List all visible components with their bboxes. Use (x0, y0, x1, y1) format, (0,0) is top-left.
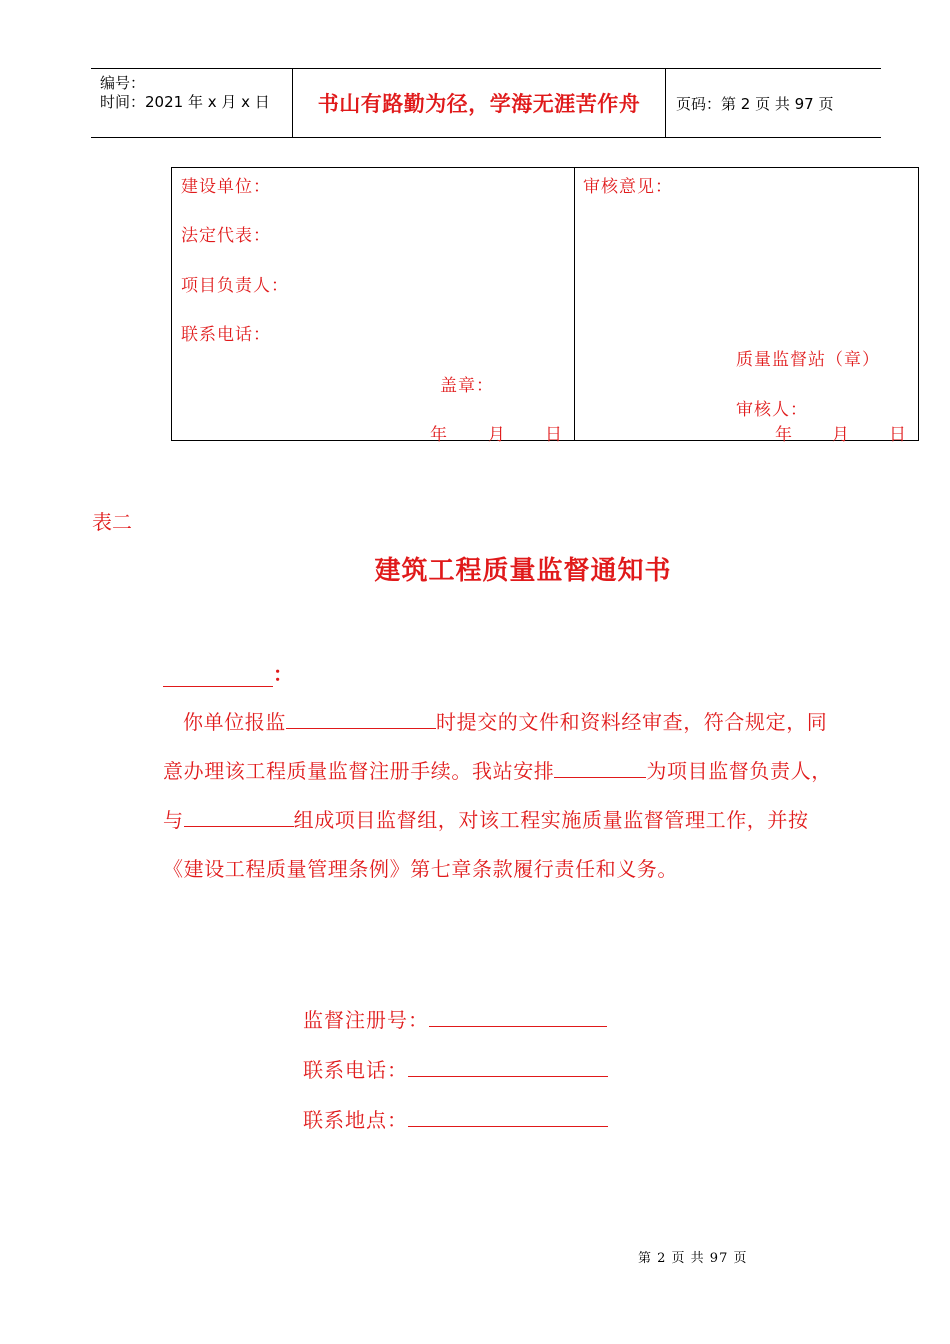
contact-address-field (303, 1104, 608, 1133)
reviewer-label: 审核人： (736, 400, 808, 420)
body-line-3 (163, 796, 903, 845)
addressee-colon: ： (273, 662, 293, 686)
body-line-2 (163, 747, 903, 796)
body-text: 你单位报监 (183, 710, 286, 734)
notice-body (163, 698, 903, 894)
body-text: 为项目监督负责人， (646, 759, 832, 783)
team-member-blank[interactable] (184, 806, 294, 827)
contact-phone-label-2: 联系电话： (303, 1058, 408, 1082)
construction-unit-label: 建设单位： (181, 177, 271, 197)
right-date-year: 年 (775, 425, 793, 445)
header-number: 编号： (100, 74, 146, 92)
body-line-4 (163, 845, 903, 894)
page-footer: 第 2 页 共 97 页 (638, 1251, 748, 1266)
header-motto-cell (293, 69, 666, 137)
header-time: 时间：2021 年 x 月 x 日 (100, 93, 270, 111)
body-text: 与 (163, 808, 184, 832)
contact-address-label: 联系地点： (303, 1108, 408, 1132)
seal-label: 盖章： (440, 376, 494, 396)
body-text: 时提交的文件和资料经审查，符合规定，同 (436, 710, 828, 734)
addressee-line (163, 658, 293, 687)
table-divider (574, 168, 575, 440)
contact-phone-field (303, 1054, 608, 1083)
left-date-year: 年 (430, 425, 448, 445)
registration-number-label: 监督注册号： (303, 1008, 429, 1032)
contact-phone-blank[interactable] (408, 1056, 608, 1077)
header-page-info: 页码：第 2 页 共 97 页 (676, 94, 834, 113)
right-date-day: 日 (889, 425, 907, 445)
body-text: 意办理该工程质量监督注册手续。我站安排 (163, 759, 555, 783)
notice-title: 建筑工程质量监督通知书 (374, 556, 672, 586)
review-opinion-label: 审核意见： (583, 177, 673, 197)
project-manager-label: 项目负责人： (181, 276, 289, 296)
header-motto: 书山有路勤为径，学海无涯苦作舟 (317, 92, 641, 116)
legal-representative-label: 法定代表： (181, 226, 271, 246)
header-page-cell (666, 69, 881, 137)
contact-phone-label: 联系电话： (181, 325, 271, 345)
header-meta-cell (91, 69, 293, 137)
document-header (91, 68, 881, 138)
quality-station-seal: 质量监督站（章） (736, 350, 880, 370)
registration-number-blank[interactable] (429, 1006, 607, 1027)
right-date-month: 月 (832, 425, 850, 445)
supervisor-blank[interactable] (554, 757, 646, 778)
left-date-day: 日 (545, 425, 563, 445)
table-two-label: 表二 (92, 510, 132, 534)
body-text: 组成项目监督组，对该工程实施质量监督管理工作，并按 (293, 808, 809, 832)
addressee-blank[interactable] (163, 666, 273, 687)
registration-number-field (303, 1004, 607, 1033)
left-date-month: 月 (488, 425, 506, 445)
approval-table (171, 167, 919, 445)
body-line-1 (163, 698, 903, 747)
body-text: 《建设工程质量管理条例》第七章条款履行责任和义务。 (163, 857, 678, 881)
contact-address-blank[interactable] (408, 1106, 608, 1127)
submission-date-blank[interactable] (286, 708, 436, 729)
